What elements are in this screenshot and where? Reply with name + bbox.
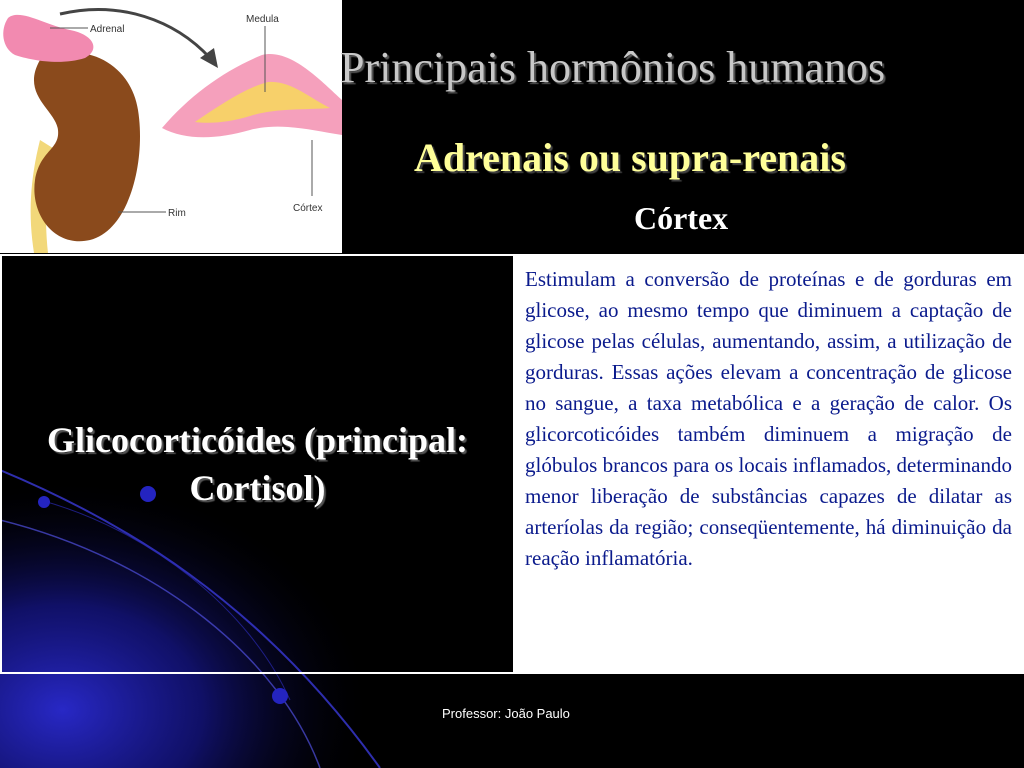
label-cortex: Córtex <box>293 203 323 214</box>
page-title: Principais hormônios humanos <box>340 43 886 92</box>
label-medula: Medula <box>246 14 279 25</box>
hormone-table <box>0 254 1024 674</box>
adrenal-gland-shape <box>3 15 93 62</box>
hormone-name: Glicocorticóides (principal: Cortisol) <box>47 420 468 508</box>
hormone-name-cell <box>1 255 514 673</box>
footer-credit: Professor: João Paulo <box>442 706 570 721</box>
hormone-description: Estimulam a conversão de proteínas e de gorduras em glicose, ao mesmo tempo que diminuem a captação de glicose pelas células, aumentando, assim, a utilização de gorduras. Essas ações elevam a concentração de glicose no sangue, a taxa metabólica e a geração de calor. Os glicorcoticóides também diminuem a migração de glóbulos brancos para os locais inflamados, determinando menor liberação de substâncias capazes de dilatar as arteríolas da região; conseqüentemente, há diminuição da reação inflamatória. <box>525 267 1012 570</box>
label-rim: Rim <box>168 208 186 219</box>
adrenal-kidney-illustration <box>0 0 342 253</box>
page-subtitle: Adrenais ou supra-renais <box>414 135 846 180</box>
decorative-dot <box>272 688 288 704</box>
table-row <box>1 255 1023 673</box>
label-adrenal: Adrenal <box>90 24 125 35</box>
hormone-description-cell <box>514 255 1023 673</box>
section-heading: Córtex <box>634 200 729 236</box>
